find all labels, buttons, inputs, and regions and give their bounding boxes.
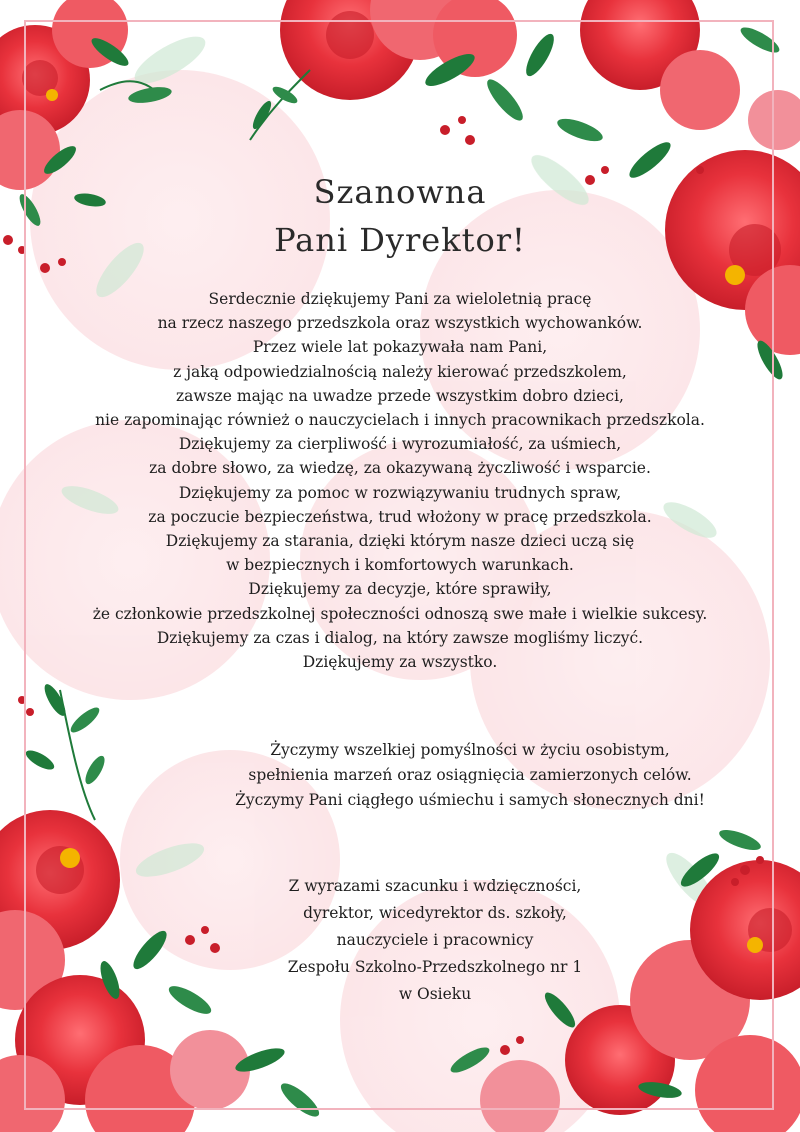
body-line: Dziękujemy za decyzje, które sprawiły, bbox=[248, 580, 552, 599]
body-line: Dziękujemy za starania, dzięki którym nasze dzieci uczą się bbox=[165, 532, 635, 551]
body-line: Dziękujemy za czas i dialog, na który zawsze mogliśmy liczyć. bbox=[156, 628, 644, 647]
body-line: nie zapominając również o nauczycielach i innych pracownikach przedszkola. bbox=[95, 411, 705, 430]
wishes-paragraph bbox=[190, 738, 750, 813]
signature-line: w Osieku bbox=[398, 985, 472, 1003]
body-line: z jaką odpowiedzialnością należy kierować przedszkolem, bbox=[173, 362, 627, 381]
wishes-line: Życzymy wszelkiej pomyślności w życiu osobistym, bbox=[270, 741, 670, 759]
signature-line: Zespołu Szkolno-Przedszkolnego nr 1 bbox=[287, 958, 583, 976]
body-line: za poczucie bezpieczeństwa, trud włożony w pracę przedszkola. bbox=[148, 507, 652, 526]
body-line: w bezpiecznych i komfortowych warunkach. bbox=[226, 556, 574, 575]
signature-line: nauczyciele i pracownicy bbox=[336, 931, 534, 949]
body-line: Dziękujemy za cierpliwość i wyrozumiałość, za uśmiech, bbox=[178, 435, 622, 454]
signature-block bbox=[270, 873, 600, 1008]
letter-body bbox=[30, 287, 770, 674]
body-line: Dziękujemy za pomoc w rozwiązywaniu trudnych spraw, bbox=[178, 483, 622, 502]
title-line-2: Pani Dyrektor! bbox=[274, 221, 526, 259]
body-line: Serdecznie dziękujemy Pani za wieloletnią pracę bbox=[208, 290, 592, 308]
body-line: Dziękujemy za wszystko. bbox=[302, 653, 498, 672]
wishes-line: Życzymy Pani ciągłego uśmiechu i samych słonecznych dni! bbox=[235, 791, 705, 809]
signature-line: Z wyrazami szacunku i wdzięczności, bbox=[288, 877, 582, 895]
body-line: Przez wiele lat pokazywała nam Pani, bbox=[252, 338, 548, 357]
title-line-1: Szanowna bbox=[313, 173, 487, 211]
body-line: że członkowie przedszkolnej społeczności odnoszą swe małe i wielkie sukcesy. bbox=[92, 604, 708, 623]
signature-line: dyrektor, wicedyrektor ds. szkoły, bbox=[303, 904, 567, 922]
body-line: zawsze mając na uwadze przede wszystkim dobro dzieci, bbox=[176, 386, 624, 405]
body-line: za dobre słowo, za wiedzę, za okazywaną życzliwość i wsparcie. bbox=[149, 459, 651, 478]
wishes-line: spełnienia marzeń oraz osiągnięcia zamierzonych celów. bbox=[248, 766, 692, 784]
body-line: na rzecz naszego przedszkola oraz wszystkich wychowanków. bbox=[157, 314, 643, 333]
